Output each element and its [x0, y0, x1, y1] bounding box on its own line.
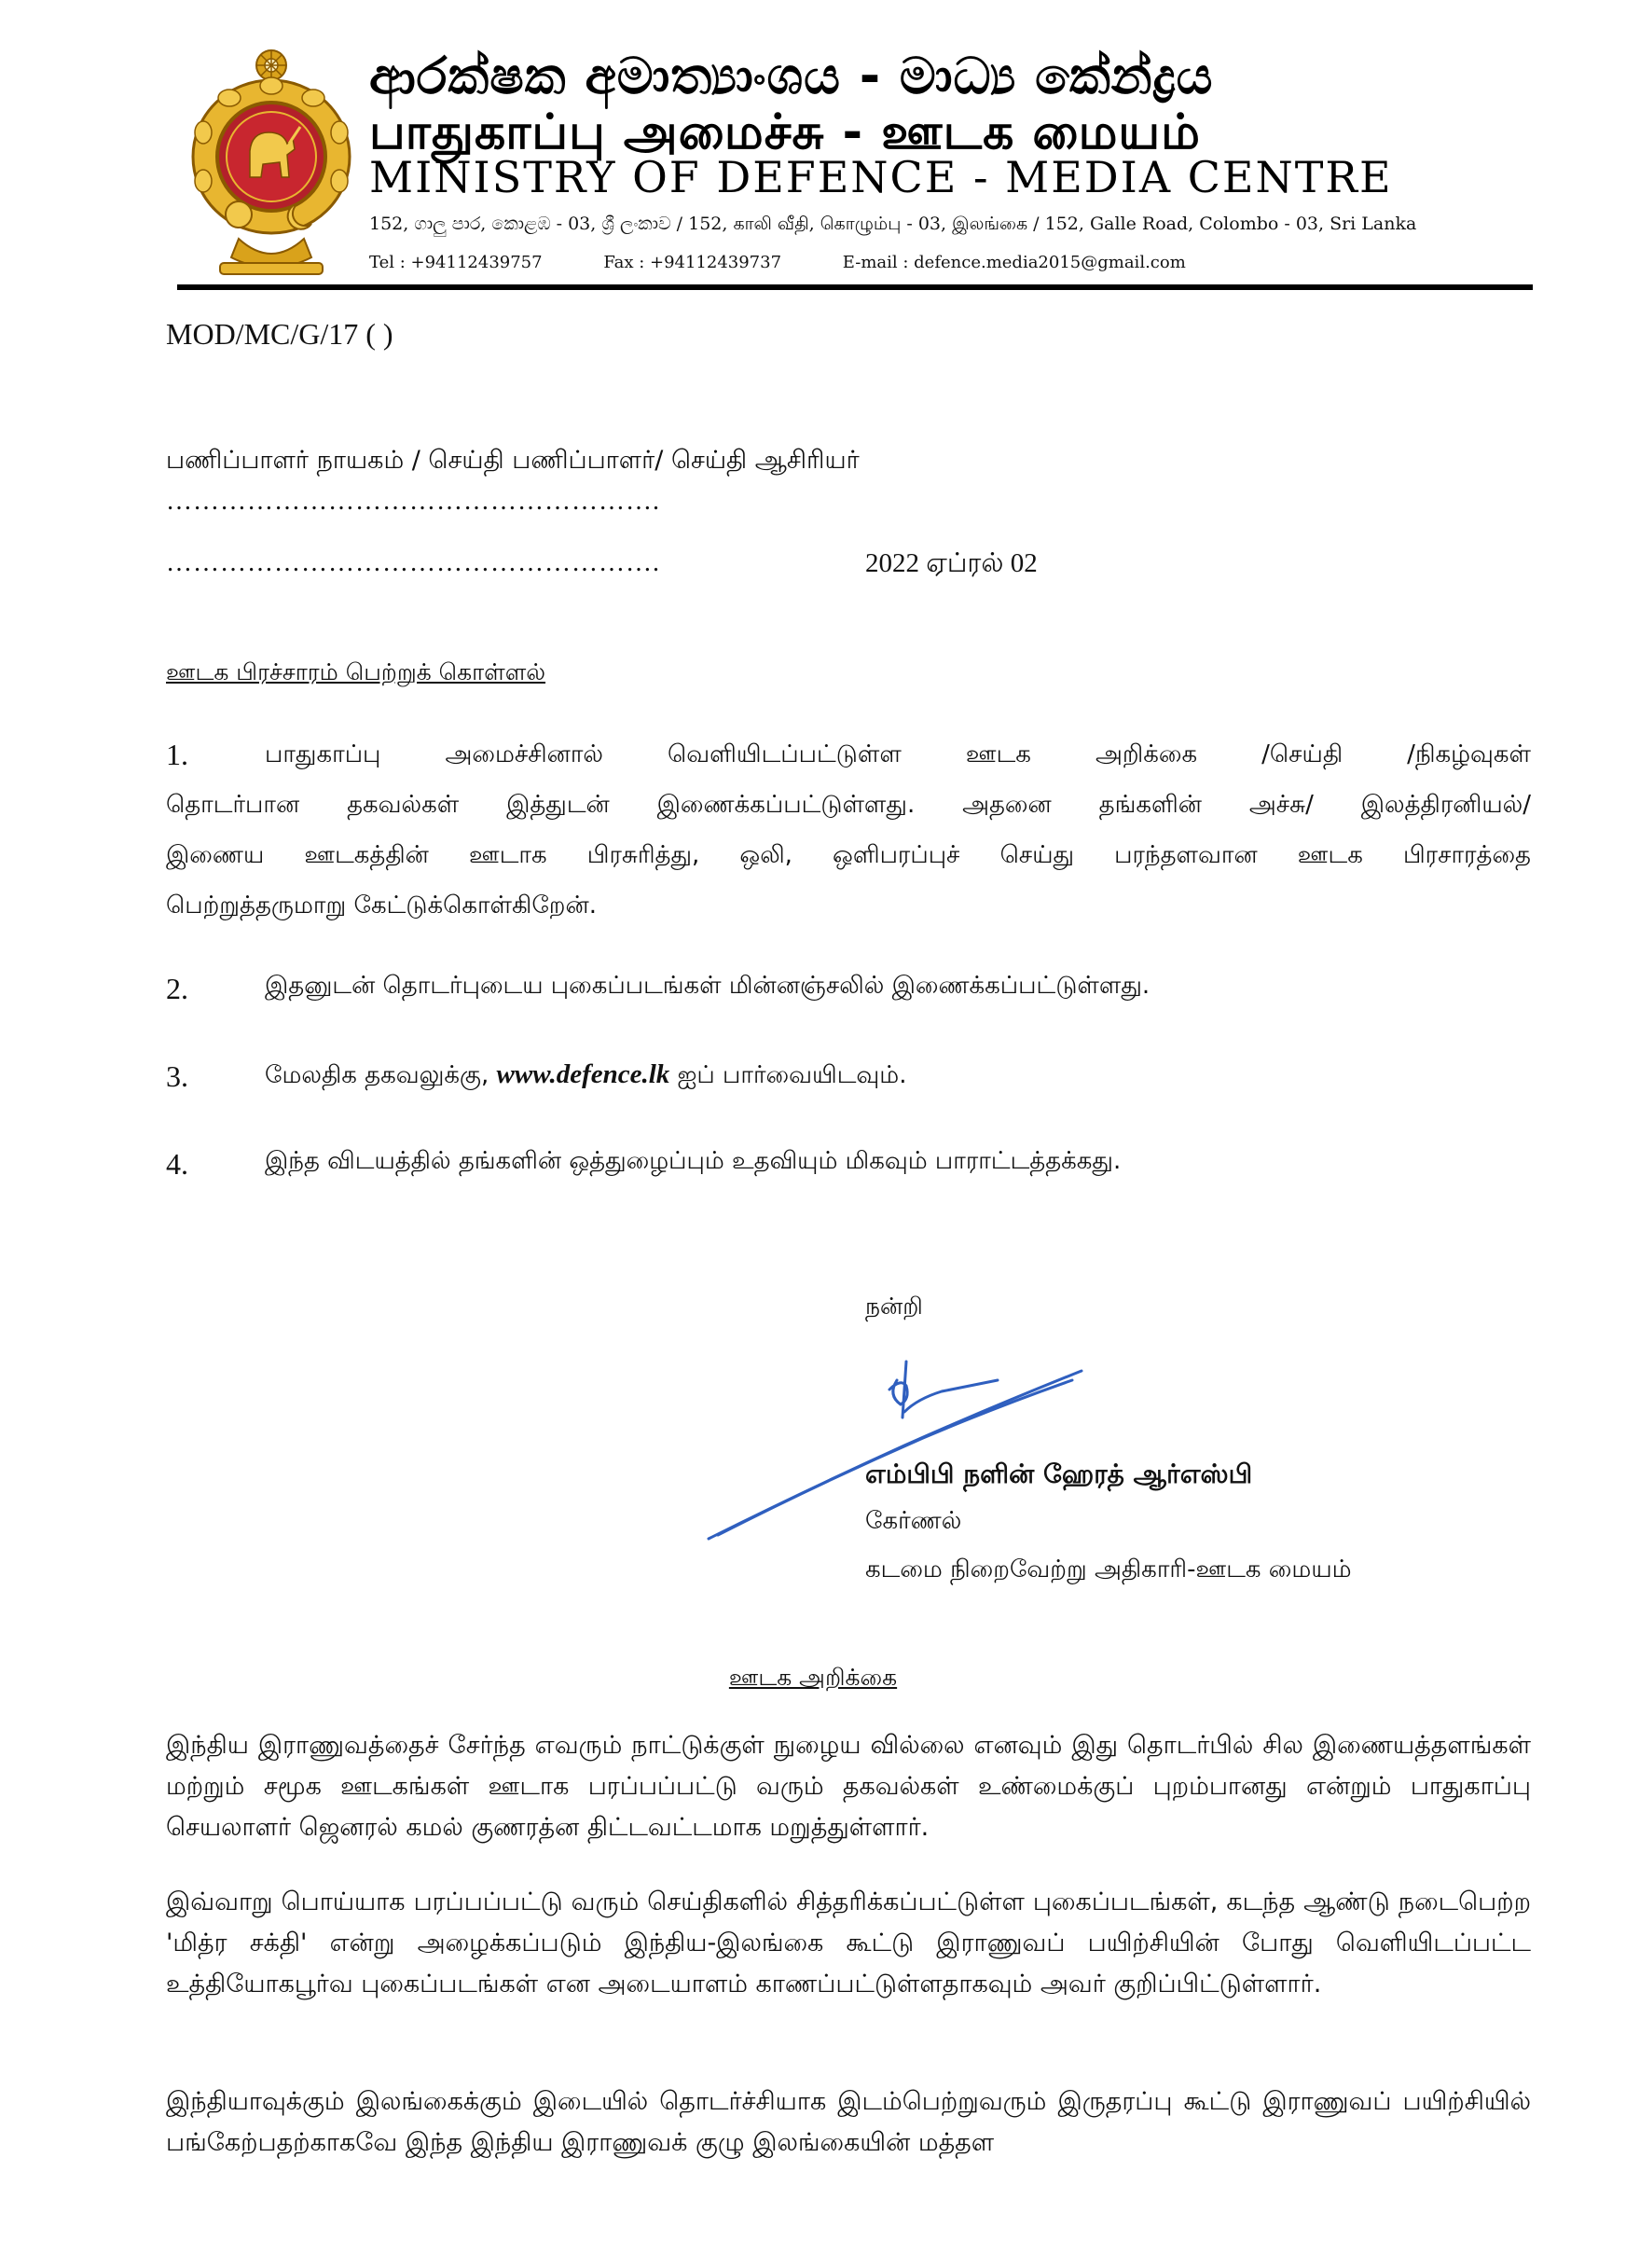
email-text: E-mail : defence.media2015@gmail.com: [842, 253, 1186, 272]
paragraph-2: [166, 972, 1531, 1018]
paragraph-number: 4.: [166, 1147, 188, 1181]
paragraph-number: 2.: [166, 972, 188, 1005]
paragraph-line: இணைய ஊடகத்தின் ஊடாக பிரசுரித்து, ஒலி, ஒளிபரப்புச் செய்து பரந்தளவான ஊடக பிரசாரத்தை: [166, 841, 1531, 869]
letterhead-address: 152, ගාලු පාර, කොළඹ - 03, ශ්‍රී ලංකාව / 152, காலி வீதி, கொழும்பு - 03, இலங்கை / 152, Galle Road, Colombo - 03, Sri Lanka: [369, 214, 1417, 234]
paragraph-text-end: ஐப் பார்வையிடவும்.: [669, 1061, 907, 1089]
addressee: பணிப்பாளர் நாயகம் / செய்தி பணிப்பாளர்/ செய்தி ஆசிரியர்: [166, 446, 860, 475]
paragraph-number: 3.: [166, 1059, 188, 1093]
fax-text: Fax : +94112439737: [603, 253, 782, 272]
paragraph-line: பெற்றுத்தருமாறு கேட்டுக்கொள்கிறேன்.: [166, 892, 597, 920]
website-link[interactable]: www.defence.lk: [496, 1059, 670, 1089]
paragraph-4: [166, 1147, 1531, 1194]
letterhead-divider: [177, 284, 1533, 290]
blank-line: ……………………………………………….: [166, 548, 660, 577]
letterhead-title-tamil: பாதுகாப்பு அமைச்சு - ஊடக மையம்: [369, 104, 1201, 160]
paragraph-text: இதனுடன் தொடர்புடைய புகைப்படங்கள் மின்னஞ்சலில் இணைக்கப்பட்டுள்ளது.: [265, 972, 1151, 1000]
signatory-title: கடமை நிறைவேற்று அதிகாரி-ஊடக மையம்: [865, 1556, 1352, 1583]
paragraph-3: [166, 1059, 1531, 1106]
press-paragraph-3: இந்தியாவுக்கும் இலங்கைக்கும் இடையில் தொடர்ச்சியாக இடம்பெற்றுவரும் இருதரப்பு கூட்டு இராணுவப் பயிற்சியில் பங்கேற்பதற்காகவே இந்த இந்திய இராணுவக் குழு இலங்கையின் மத்தள: [166, 2087, 1531, 2157]
paragraph-text: [265, 1059, 907, 1092]
subject-heading: ஊடக பிரச்சாரம் பெற்றுக் கொள்ளல்: [166, 658, 546, 685]
paragraph-line: தொடர்பான தகவல்கள் இத்துடன் இணைக்கப்பட்டுள்ளது. அதனை தங்களின் அச்சு/ இலத்திரனியல்/: [166, 791, 1531, 819]
paragraph-text-start: மேலதிக தகவலுக்கு,: [265, 1061, 497, 1089]
paragraph-line: பாதுகாப்பு அமைச்சினால் வெளியிடப்பட்டுள்ள ஊடக அறிக்கை /செய்தி /நிகழ்வுகள்: [265, 740, 1531, 768]
letterhead-title-english: MINISTRY OF DEFENCE - MEDIA CENTRE: [369, 152, 1393, 202]
blank-line: ……………………………………………….: [166, 487, 660, 516]
reference-number: MOD/MC/G/17 ( ): [166, 317, 393, 351]
letterhead-title-sinhala: ආරක්ෂක අමාත්‍යාංශය - මාධ්‍ය කේන්ද්‍රය: [369, 47, 1214, 105]
press-paragraph-2: இவ்வாறு பொய்யாக பரப்பப்பட்டு வரும் செய்திகளில் சித்தரிக்கப்பட்டுள்ள புகைப்படங்கள், கடந்த ஆண்டு நடைபெற்ற 'மித்ர சக்தி' என்று அழைக்கப்படும் இந்திய-இலங்கை கூட்டு இராணுவப் பயிற்சியின் போது வெளியிடப்பட்ட உத்தியோகபூர்வ புகைப்படங்கள் என அடையாளம் காணப்பட்டுள்ளதாகவும் அவர் குறிப்பிட்டுள்ளார்.: [166, 1888, 1531, 1998]
signatory-name: எம்பிபி நளின் ஹேரத் ஆர்எஸ்பி: [865, 1459, 1253, 1489]
paragraph-1: [166, 729, 1531, 931]
press-paragraph-1: இந்திய இராணுவத்தைச் சேர்ந்த எவரும் நாட்டுக்குள் நுழைய வில்லை எனவும் இது தொடர்பில் சில இணையத்தளங்கள் மற்றும் சமூக ஊடகங்கள் ஊடாக பரப்பப்பட்டு வரும் தகவல்கள் உண்மைக்குப் புறம்பானது என்றும் பாதுகாப்பு செயலாளர் ஜெனரல் கமல் குணரத்ன திட்டவட்டமாக மறுத்துள்ளார்.: [166, 1731, 1531, 1842]
letterhead-contact: [369, 253, 1242, 272]
paragraph-text: இந்த விடயத்தில் தங்களின் ஒத்துழைப்பும் உதவியும் மிகவும் பாராட்டத்தக்கது.: [265, 1147, 1122, 1175]
closing-thanks: நன்றி: [865, 1293, 923, 1320]
paragraph-number: 1.: [166, 738, 188, 771]
signatory-rank: கேர்ணல்: [865, 1507, 962, 1535]
press-release-title: ஊடக அறிக்கை: [728, 1664, 898, 1691]
national-emblem: [183, 47, 360, 278]
tel-text: Tel : +94112439757: [369, 253, 543, 272]
letter-date: 2022 ஏப்ரல் 02: [865, 548, 1038, 578]
